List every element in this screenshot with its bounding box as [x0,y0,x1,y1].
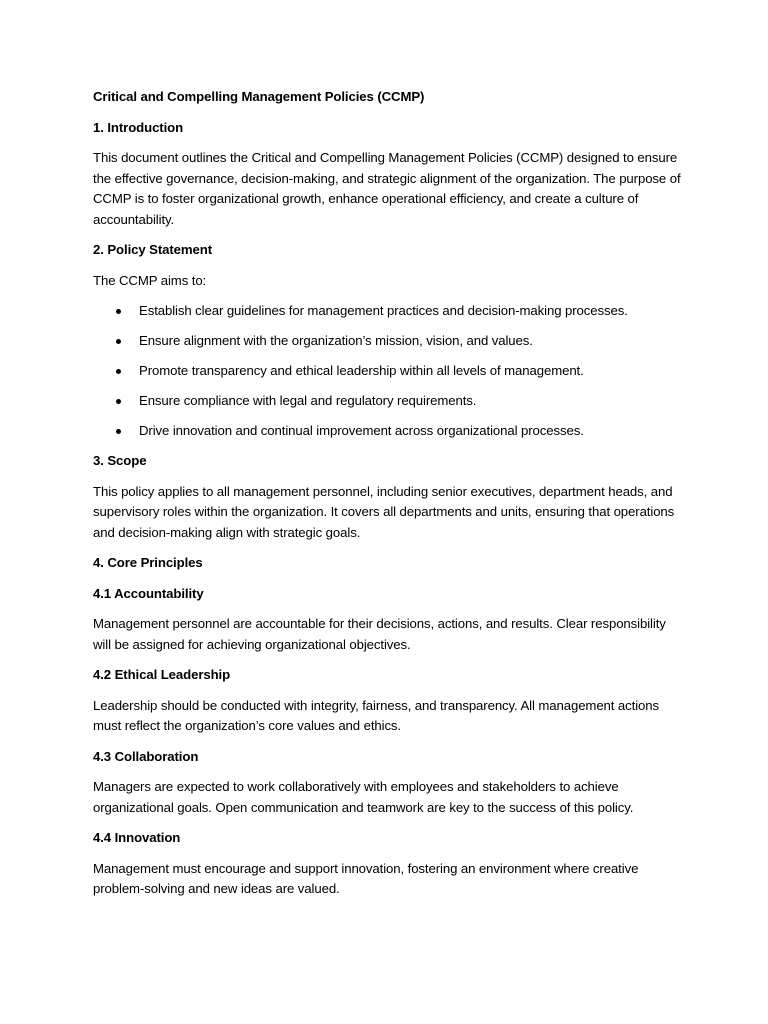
section-heading-accountability: 4.1 Accountability [93,585,204,601]
list-item-text: Promote transparency and ethical leadership within all levels of management. [139,363,584,378]
list-item [93,301,683,322]
section-heading-scope: 3. Scope [93,453,147,468]
section-heading-ethical-leadership: 4.2 Ethical Leadership [93,667,231,682]
bullet-icon [116,429,121,434]
list-item-text: Ensure compliance with legal and regulatory requirements. [139,393,477,408]
bullet-icon [116,339,121,344]
bullet-icon [116,399,121,404]
policy-aims-list [93,301,683,442]
list-item-text: Establish clear guidelines for management practices and decision-making processes. [139,303,628,318]
section-heading-innovation: 4.4 Innovation [93,830,181,845]
document-title: Critical and Compelling Management Policies (CCMP) [93,89,425,104]
section-paragraph-ethical-leadership: Leadership should be conducted with integrity, fairness, and transparency. All management actions must reflect the organization’s core values and ethics. [93,697,660,733]
list-item [93,421,683,442]
list-item [93,331,683,352]
section-paragraph-scope: This policy applies to all management personnel, including senior executives, department heads, and supervisory roles within the organization. It covers all departments and units, ensuring that operations and decision-making align with strategic goals. [93,483,675,540]
section-paragraph-innovation: Management must encourage and support innovation, fostering an environment where creative problem-solving and new ideas are valued. [93,860,639,896]
list-item [93,361,683,382]
document-page [93,87,683,910]
list-item [93,391,683,412]
section-paragraph-collaboration: Managers are expected to work collaboratively with employees and stakeholders to achieve organizational goals. Open communication and teamwork are key to the success of this policy. [93,779,634,815]
section-paragraph-accountability: Management personnel are accountable for their decisions, actions, and results. Clear responsibility will be assigned for achieving organizational objectives. [93,616,666,652]
section-heading-policy-statement: 2. Policy Statement [93,242,213,257]
list-item-text: Drive innovation and continual improvement across organizational processes. [139,423,584,438]
section-paragraph-policy-statement: The CCMP aims to: [93,272,207,288]
bullet-icon [116,369,121,374]
bullet-icon [116,309,121,314]
list-item-text: Ensure alignment with the organization’s mission, vision, and values. [139,333,533,348]
section-heading-introduction: 1. Introduction [93,119,184,135]
section-heading-core-principles: 4. Core Principles [93,555,203,570]
section-paragraph-introduction: This document outlines the Critical and Compelling Management Policies (CCMP) designed to ensure the effective governance, decision-making, and strategic alignment of the organization. The purpose of CCMP is to foster organizational growth, enhance operational efficiency, and create a culture of accountability. [93,150,681,227]
section-heading-collaboration: 4.3 Collaboration [93,748,199,764]
